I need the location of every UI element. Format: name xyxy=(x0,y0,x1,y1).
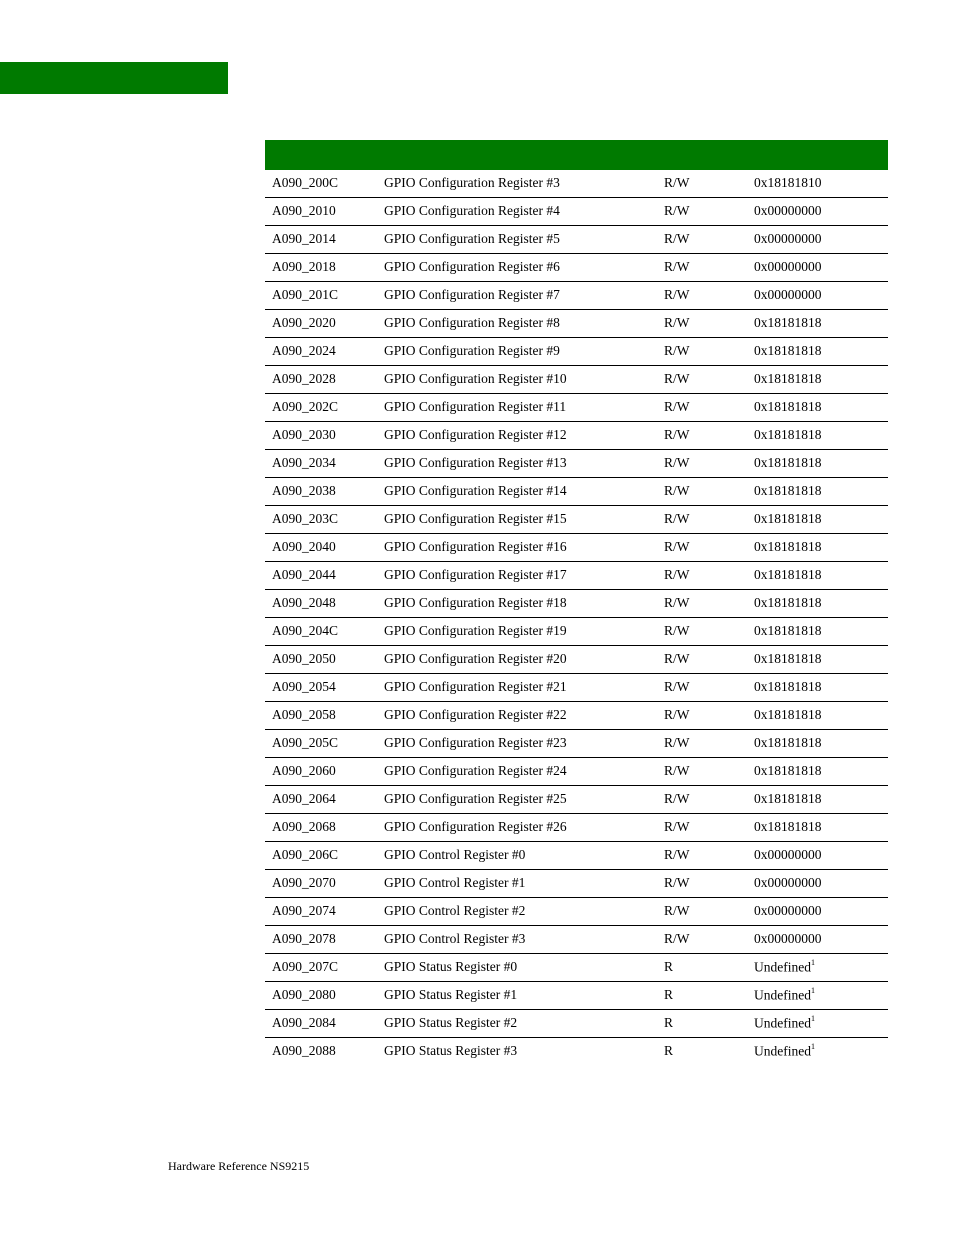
access-cell-text: R/W xyxy=(664,650,690,666)
access-cell xyxy=(658,596,748,610)
description-cell xyxy=(377,876,658,890)
description-cell-text: GPIO Configuration Register #4 xyxy=(384,202,560,218)
reset-value-cell xyxy=(748,957,888,974)
reset-value-cell xyxy=(748,624,888,638)
offset-cell-text: A090_2060 xyxy=(272,762,336,778)
access-cell xyxy=(658,260,748,274)
offset-cell xyxy=(265,316,377,330)
access-cell xyxy=(658,288,748,302)
offset-cell xyxy=(265,1044,377,1058)
table-row xyxy=(265,1038,888,1066)
description-cell xyxy=(377,428,658,442)
reset-value-cell-text: 0x18181818 xyxy=(754,762,822,778)
reset-value-cell-text: 0x00000000 xyxy=(754,902,822,918)
access-cell-text: R/W xyxy=(664,230,690,246)
table-row xyxy=(265,786,888,814)
access-cell-text: R/W xyxy=(664,538,690,554)
reset-value-cell xyxy=(748,1044,888,1058)
description-cell xyxy=(377,764,658,778)
reset-value-cell xyxy=(748,232,888,246)
table-row xyxy=(265,758,888,786)
offset-cell-text: A090_2064 xyxy=(272,790,336,806)
access-cell-text: R/W xyxy=(664,314,690,330)
access-cell xyxy=(658,344,748,358)
access-cell xyxy=(658,876,748,890)
description-cell-text: GPIO Control Register #0 xyxy=(384,846,526,862)
offset-cell-text: A090_207C xyxy=(272,958,339,974)
offset-cell xyxy=(265,792,377,806)
access-cell-text: R/W xyxy=(664,678,690,694)
access-cell-text: R/W xyxy=(664,594,690,610)
access-cell xyxy=(658,820,748,834)
description-cell-text: GPIO Configuration Register #8 xyxy=(384,314,560,330)
footnote-marker: 1 xyxy=(810,1042,815,1051)
access-cell-text: R/W xyxy=(664,818,690,834)
offset-cell-text: A090_203C xyxy=(272,510,339,526)
reset-value-cell-text: 0x18181818 xyxy=(754,398,822,414)
reset-value-cell xyxy=(748,568,888,582)
reset-value-cell xyxy=(748,540,888,554)
offset-cell xyxy=(265,344,377,358)
table-header-bar xyxy=(265,140,888,170)
description-cell-text: GPIO Status Register #2 xyxy=(384,1014,518,1030)
table-row xyxy=(265,534,888,562)
table-row xyxy=(265,562,888,590)
access-cell-text: R/W xyxy=(664,930,690,946)
access-cell xyxy=(658,428,748,442)
access-cell xyxy=(658,512,748,526)
table-row xyxy=(265,394,888,422)
table-row xyxy=(265,506,888,534)
access-cell-text: R/W xyxy=(664,174,690,190)
offset-cell xyxy=(265,484,377,498)
reset-value-cell xyxy=(748,456,888,470)
description-cell-text: GPIO Configuration Register #5 xyxy=(384,230,560,246)
access-cell-text: R/W xyxy=(664,706,690,722)
offset-cell xyxy=(265,624,377,638)
access-cell xyxy=(658,736,748,750)
description-cell xyxy=(377,960,658,974)
reset-value-cell xyxy=(748,736,888,750)
reset-value-cell-text: 0x18181818 xyxy=(754,790,822,806)
description-cell xyxy=(377,540,658,554)
table-row xyxy=(265,226,888,254)
offset-cell-text: A090_2084 xyxy=(272,1014,336,1030)
access-cell xyxy=(658,932,748,946)
access-cell-text: R xyxy=(664,1043,674,1059)
reset-value-cell-text: 0x18181818 xyxy=(754,482,822,498)
reset-value-cell-text: 0x18181818 xyxy=(754,622,822,638)
description-cell-text: GPIO Status Register #0 xyxy=(384,958,518,974)
access-cell-text: R xyxy=(664,986,674,1002)
register-table xyxy=(265,140,888,1066)
reset-value-cell xyxy=(748,792,888,806)
offset-cell xyxy=(265,932,377,946)
reset-value-cell xyxy=(748,932,888,946)
description-cell-text: GPIO Configuration Register #23 xyxy=(384,734,567,750)
table-row xyxy=(265,478,888,506)
access-cell xyxy=(658,652,748,666)
description-cell xyxy=(377,988,658,1002)
access-cell-text: R/W xyxy=(664,902,690,918)
offset-cell-text: A090_200C xyxy=(272,174,339,190)
description-cell-text: GPIO Configuration Register #16 xyxy=(384,538,567,554)
access-cell-text: R xyxy=(664,1014,674,1030)
offset-cell-text: A090_206C xyxy=(272,846,339,862)
access-cell-text: R/W xyxy=(664,482,690,498)
access-cell-text: R/W xyxy=(664,622,690,638)
description-cell xyxy=(377,400,658,414)
description-cell xyxy=(377,1016,658,1030)
table-row xyxy=(265,618,888,646)
table-row xyxy=(265,926,888,954)
access-cell xyxy=(658,764,748,778)
description-cell-text: GPIO Configuration Register #13 xyxy=(384,454,567,470)
offset-cell-text: A090_204C xyxy=(272,622,339,638)
table-row xyxy=(265,730,888,758)
description-cell-text: GPIO Control Register #2 xyxy=(384,902,526,918)
reset-value-cell xyxy=(748,176,888,190)
description-cell-text: GPIO Configuration Register #11 xyxy=(384,398,567,414)
reset-value-cell-text: 0x18181818 xyxy=(754,818,822,834)
table-row xyxy=(265,702,888,730)
description-cell-text: GPIO Configuration Register #17 xyxy=(384,566,567,582)
offset-cell xyxy=(265,652,377,666)
access-cell xyxy=(658,708,748,722)
offset-cell xyxy=(265,512,377,526)
offset-cell xyxy=(265,876,377,890)
offset-cell xyxy=(265,428,377,442)
reset-value-cell-text: 0x18181818 xyxy=(754,510,822,526)
access-cell-text: R xyxy=(664,958,674,974)
access-cell xyxy=(658,1044,748,1058)
offset-cell xyxy=(265,848,377,862)
access-cell xyxy=(658,960,748,974)
table-row xyxy=(265,310,888,338)
reset-value-cell-text: 0x18181818 xyxy=(754,426,822,442)
offset-cell-text: A090_2054 xyxy=(272,678,336,694)
description-cell-text: GPIO Configuration Register #20 xyxy=(384,650,567,666)
offset-cell xyxy=(265,708,377,722)
access-cell-text: R/W xyxy=(664,790,690,806)
offset-cell-text: A090_2028 xyxy=(272,370,336,386)
description-cell xyxy=(377,624,658,638)
reset-value-cell-text: 0x00000000 xyxy=(754,874,822,890)
description-cell xyxy=(377,904,658,918)
description-cell-text: GPIO Configuration Register #3 xyxy=(384,174,560,190)
reset-value-cell xyxy=(748,484,888,498)
access-cell-text: R/W xyxy=(664,258,690,274)
description-cell xyxy=(377,736,658,750)
reset-value-cell xyxy=(748,260,888,274)
access-cell xyxy=(658,988,748,1002)
reset-value-cell xyxy=(748,512,888,526)
access-cell-text: R/W xyxy=(664,370,690,386)
description-cell-text: GPIO Status Register #3 xyxy=(384,1043,518,1059)
offset-cell-text: A090_2050 xyxy=(272,650,336,666)
offset-cell xyxy=(265,456,377,470)
reset-value-cell-text: 0x18181818 xyxy=(754,454,822,470)
description-cell xyxy=(377,596,658,610)
description-cell-text: GPIO Configuration Register #21 xyxy=(384,678,567,694)
offset-cell xyxy=(265,540,377,554)
offset-cell xyxy=(265,1016,377,1030)
footnote-marker: 1 xyxy=(810,985,815,995)
reset-value-cell xyxy=(748,596,888,610)
offset-cell-text: A090_2088 xyxy=(272,1043,336,1059)
description-cell xyxy=(377,680,658,694)
description-cell xyxy=(377,232,658,246)
offset-cell-text: A090_2014 xyxy=(272,230,336,246)
reset-value-cell-text: 0x18181818 xyxy=(754,734,822,750)
access-cell xyxy=(658,204,748,218)
reset-value-cell xyxy=(748,344,888,358)
offset-cell xyxy=(265,764,377,778)
description-cell xyxy=(377,792,658,806)
table-row xyxy=(265,898,888,926)
reset-value-cell-text: Undefined xyxy=(754,1043,811,1059)
description-cell-text: GPIO Configuration Register #19 xyxy=(384,622,567,638)
description-cell-text: GPIO Configuration Register #24 xyxy=(384,762,567,778)
description-cell xyxy=(377,652,658,666)
description-cell-text: GPIO Control Register #3 xyxy=(384,930,526,946)
reset-value-cell xyxy=(748,204,888,218)
reset-value-cell xyxy=(748,288,888,302)
table-row xyxy=(265,674,888,702)
access-cell-text: R/W xyxy=(664,454,690,470)
reset-value-cell xyxy=(748,680,888,694)
footnote-marker: 1 xyxy=(810,1013,815,1023)
table-row xyxy=(265,170,888,198)
access-cell-text: R/W xyxy=(664,734,690,750)
description-cell-text: GPIO Status Register #1 xyxy=(384,986,518,1002)
description-cell xyxy=(377,1044,658,1058)
reset-value-cell xyxy=(748,1013,888,1030)
reset-value-cell-text: 0x00000000 xyxy=(754,930,822,946)
table-row xyxy=(265,870,888,898)
description-cell-text: GPIO Configuration Register #6 xyxy=(384,258,560,274)
offset-cell-text: A090_2010 xyxy=(272,202,336,218)
reset-value-cell xyxy=(748,428,888,442)
description-cell xyxy=(377,512,658,526)
offset-cell-text: A090_2070 xyxy=(272,874,336,890)
table-row xyxy=(265,366,888,394)
reset-value-cell xyxy=(748,820,888,834)
table-row xyxy=(265,282,888,310)
description-cell-text: GPIO Configuration Register #18 xyxy=(384,594,567,610)
offset-cell xyxy=(265,960,377,974)
access-cell xyxy=(658,792,748,806)
access-cell xyxy=(658,848,748,862)
description-cell-text: GPIO Configuration Register #25 xyxy=(384,790,567,806)
description-cell-text: GPIO Configuration Register #9 xyxy=(384,342,560,358)
access-cell xyxy=(658,316,748,330)
offset-cell-text: A090_2030 xyxy=(272,426,336,442)
table-row xyxy=(265,646,888,674)
access-cell xyxy=(658,680,748,694)
access-cell xyxy=(658,484,748,498)
reset-value-cell-text: 0x00000000 xyxy=(754,286,822,302)
offset-cell-text: A090_2048 xyxy=(272,594,336,610)
table-row xyxy=(265,814,888,842)
access-cell-text: R/W xyxy=(664,286,690,302)
footnote-marker: 1 xyxy=(810,957,815,967)
table-row xyxy=(265,338,888,366)
table-row xyxy=(265,954,888,982)
offset-cell-text: A090_2020 xyxy=(272,314,336,330)
reset-value-cell xyxy=(748,316,888,330)
description-cell xyxy=(377,288,658,302)
offset-cell-text: A090_2080 xyxy=(272,986,336,1002)
access-cell xyxy=(658,540,748,554)
description-cell-text: GPIO Configuration Register #15 xyxy=(384,510,567,526)
access-cell xyxy=(658,400,748,414)
reset-value-cell-text: 0x18181818 xyxy=(754,650,822,666)
reset-value-cell-text: 0x18181818 xyxy=(754,678,822,694)
description-cell-text: GPIO Configuration Register #7 xyxy=(384,286,560,302)
table-row xyxy=(265,450,888,478)
access-cell xyxy=(658,904,748,918)
description-cell-text: GPIO Configuration Register #26 xyxy=(384,818,567,834)
access-cell-text: R/W xyxy=(664,510,690,526)
description-cell-text: GPIO Configuration Register #14 xyxy=(384,482,567,498)
offset-cell-text: A090_202C xyxy=(272,398,339,414)
description-cell xyxy=(377,820,658,834)
description-cell xyxy=(377,176,658,190)
reset-value-cell-text: Undefined xyxy=(754,959,811,974)
reset-value-cell-text: 0x18181818 xyxy=(754,370,822,386)
offset-cell-text: A090_201C xyxy=(272,286,339,302)
offset-cell xyxy=(265,904,377,918)
description-cell xyxy=(377,848,658,862)
table-row xyxy=(265,1010,888,1038)
table-row xyxy=(265,254,888,282)
description-cell-text: GPIO Control Register #1 xyxy=(384,874,526,890)
description-cell xyxy=(377,372,658,386)
reset-value-cell xyxy=(748,652,888,666)
table-row xyxy=(265,982,888,1010)
offset-cell xyxy=(265,736,377,750)
offset-cell-text: A090_205C xyxy=(272,734,339,750)
access-cell xyxy=(658,568,748,582)
offset-cell xyxy=(265,400,377,414)
access-cell-text: R/W xyxy=(664,566,690,582)
offset-cell-text: A090_2038 xyxy=(272,482,336,498)
chapter-tab-bar xyxy=(0,62,228,94)
access-cell xyxy=(658,624,748,638)
offset-cell xyxy=(265,568,377,582)
reset-value-cell-text: 0x00000000 xyxy=(754,230,822,246)
reset-value-cell-text: 0x00000000 xyxy=(754,258,822,274)
access-cell-text: R/W xyxy=(664,398,690,414)
offset-cell xyxy=(265,232,377,246)
offset-cell xyxy=(265,372,377,386)
description-cell xyxy=(377,456,658,470)
reset-value-cell-text: 0x18181818 xyxy=(754,594,822,610)
access-cell-text: R/W xyxy=(664,762,690,778)
offset-cell-text: A090_2074 xyxy=(272,902,336,918)
reset-value-cell-text: 0x18181818 xyxy=(754,566,822,582)
description-cell xyxy=(377,568,658,582)
access-cell-text: R/W xyxy=(664,426,690,442)
offset-cell-text: A090_2040 xyxy=(272,538,336,554)
reset-value-cell xyxy=(748,876,888,890)
access-cell xyxy=(658,1016,748,1030)
description-cell xyxy=(377,484,658,498)
offset-cell-text: A090_2058 xyxy=(272,706,336,722)
offset-cell-text: A090_2018 xyxy=(272,258,336,274)
reset-value-cell xyxy=(748,985,888,1002)
access-cell xyxy=(658,176,748,190)
offset-cell-text: A090_2044 xyxy=(272,566,336,582)
offset-cell-text: A090_2024 xyxy=(272,342,336,358)
offset-cell-text: A090_2078 xyxy=(272,930,336,946)
table-body xyxy=(265,170,888,1066)
access-cell xyxy=(658,372,748,386)
access-cell-text: R/W xyxy=(664,202,690,218)
table-row xyxy=(265,590,888,618)
reset-value-cell xyxy=(748,400,888,414)
reset-value-cell-text: 0x18181818 xyxy=(754,706,822,722)
access-cell-text: R/W xyxy=(664,342,690,358)
page-footer: Hardware Reference NS9215 xyxy=(168,1159,310,1173)
access-cell-text: R/W xyxy=(664,874,690,890)
description-cell xyxy=(377,344,658,358)
reset-value-cell xyxy=(748,848,888,862)
offset-cell xyxy=(265,176,377,190)
reset-value-cell-text: Undefined xyxy=(754,1015,811,1030)
offset-cell xyxy=(265,288,377,302)
description-cell xyxy=(377,932,658,946)
offset-cell xyxy=(265,988,377,1002)
offset-cell xyxy=(265,680,377,694)
description-cell xyxy=(377,204,658,218)
offset-cell xyxy=(265,596,377,610)
access-cell xyxy=(658,456,748,470)
description-cell-text: GPIO Configuration Register #12 xyxy=(384,426,567,442)
reset-value-cell-text: 0x18181810 xyxy=(754,174,822,190)
access-cell xyxy=(658,232,748,246)
reset-value-cell-text: 0x00000000 xyxy=(754,202,822,218)
offset-cell-text: A090_2068 xyxy=(272,818,336,834)
offset-cell-text: A090_2034 xyxy=(272,454,336,470)
offset-cell xyxy=(265,204,377,218)
table-row xyxy=(265,842,888,870)
table-row xyxy=(265,198,888,226)
reset-value-cell xyxy=(748,904,888,918)
description-cell xyxy=(377,708,658,722)
description-cell xyxy=(377,316,658,330)
reset-value-cell-text: Undefined xyxy=(754,987,811,1002)
reset-value-cell-text: 0x18181818 xyxy=(754,314,822,330)
reset-value-cell-text: 0x18181818 xyxy=(754,342,822,358)
table-row xyxy=(265,422,888,450)
description-cell-text: GPIO Configuration Register #22 xyxy=(384,706,567,722)
reset-value-cell-text: 0x18181818 xyxy=(754,538,822,554)
reset-value-cell xyxy=(748,708,888,722)
offset-cell xyxy=(265,820,377,834)
description-cell xyxy=(377,260,658,274)
offset-cell xyxy=(265,260,377,274)
reset-value-cell-text: 0x00000000 xyxy=(754,846,822,862)
description-cell-text: GPIO Configuration Register #10 xyxy=(384,370,567,386)
reset-value-cell xyxy=(748,372,888,386)
access-cell-text: R/W xyxy=(664,846,690,862)
reset-value-cell xyxy=(748,764,888,778)
